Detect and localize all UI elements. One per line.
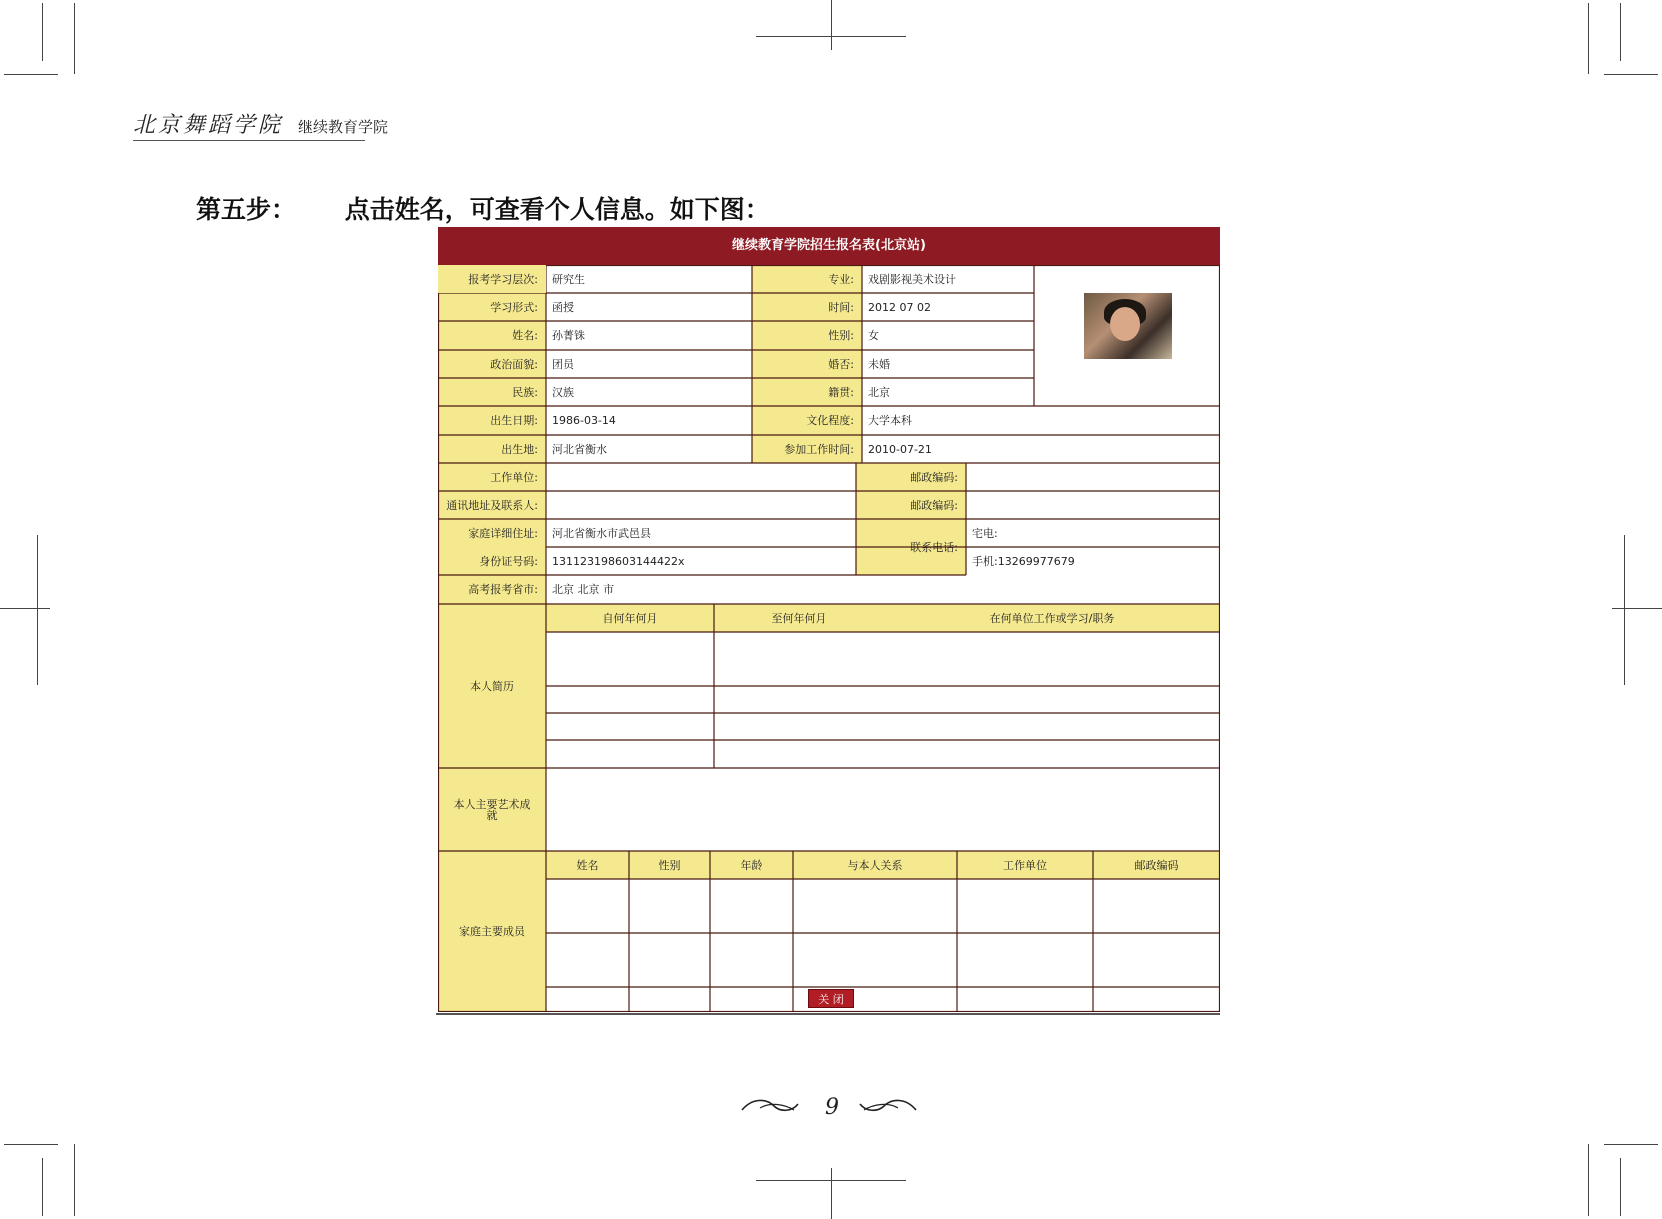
value-birth-date: 1986-03-14 [552,414,616,427]
step-heading [196,190,770,226]
value-marital: 未婚 [868,357,890,371]
close-button[interactable]: 关 闭 [808,989,854,1008]
label-postal-1: 邮政编码: [910,470,958,484]
label-exam-province: 高考报考省市: [468,583,538,596]
value-exam-province: 北京 北京 市 [552,583,614,596]
applicant-photo [1084,293,1172,359]
value-gender: 女 [868,329,879,342]
family-header-age: 年龄 [740,858,763,872]
label-home-address: 家庭详细住址: [468,526,538,540]
institute-name: 继续教育学院 [298,118,389,136]
value-time: 2012 07 02 [868,300,931,314]
label-phone: 联系电话: [910,540,958,554]
label-ethnicity: 民族: [512,385,538,399]
family-header-postal: 邮政编码 [1134,858,1179,872]
label-marital: 婚否: [828,357,854,371]
value-level: 研究生 [552,272,585,286]
header-rule [133,140,365,141]
label-time: 时间: [828,300,854,314]
label-work-start: 参加工作时间: [784,442,854,456]
value-mobile: 手机:13269977679 [972,554,1075,568]
value-major: 戏剧影视美术设计 [868,272,956,286]
label-achievements: 本人主要艺术成就 [453,797,531,822]
family-header-gender: 性别 [658,858,681,872]
value-id-number: 131123198603144422x [552,554,685,568]
label-postal-2: 邮政编码: [910,498,958,512]
label-workplace: 工作单位: [490,470,538,484]
resume-header-to: 至何年何月 [771,611,827,625]
label-education: 文化程度: [806,414,854,427]
step-label: 第五步： [196,195,297,224]
form-bottom-rule [436,1013,1220,1015]
label-politics: 政治面貌: [490,357,538,371]
label-major: 专业: [828,272,854,286]
resume-header-position: 在何单位工作或学习/职务 [989,611,1115,625]
family-header-relation: 与本人关系 [847,858,903,872]
value-home-address: 河北省衡水市武邑县 [552,526,651,540]
label-id-number: 身份证号码: [479,554,538,568]
value-native-place: 北京 [868,385,890,399]
label-level: 报考学习层次: [438,265,546,293]
label-name: 姓名: [512,329,538,342]
label-address: 通讯地址及联系人: [446,498,538,512]
value-ethnicity: 汉族 [552,385,574,399]
label-gender: 性别: [828,329,854,342]
value-home-phone: 宅电: [972,526,998,540]
label-resume: 本人简历 [470,679,514,693]
step-text: 点击姓名，可查看个人信息。如下图： [344,195,770,224]
label-study-form: 学习形式: [490,300,538,314]
page-number: 9 [825,1095,839,1120]
document-header [133,108,388,139]
value-name: 孙菁铢 [552,329,585,342]
label-birthplace: 出生地: [501,442,538,456]
family-header-workplace: 工作单位 [1003,858,1047,872]
resume-header-from: 自何年何月 [602,611,658,625]
value-study-form: 函授 [552,300,574,314]
label-family: 家庭主要成员 [459,925,525,938]
value-work-start: 2010-07-21 [868,442,932,456]
label-birth-date: 出生日期: [490,414,538,427]
school-logo-text: 北京舞蹈学院 [133,113,284,138]
value-politics: 团员 [552,357,574,371]
family-header-name: 姓名 [576,858,599,872]
form-title: 继续教育学院招生报名表(北京站) [438,227,1220,265]
value-education: 大学本科 [868,414,912,427]
value-birthplace: 河北省衡水 [552,442,607,456]
label-native-place: 籍贯: [828,385,854,399]
